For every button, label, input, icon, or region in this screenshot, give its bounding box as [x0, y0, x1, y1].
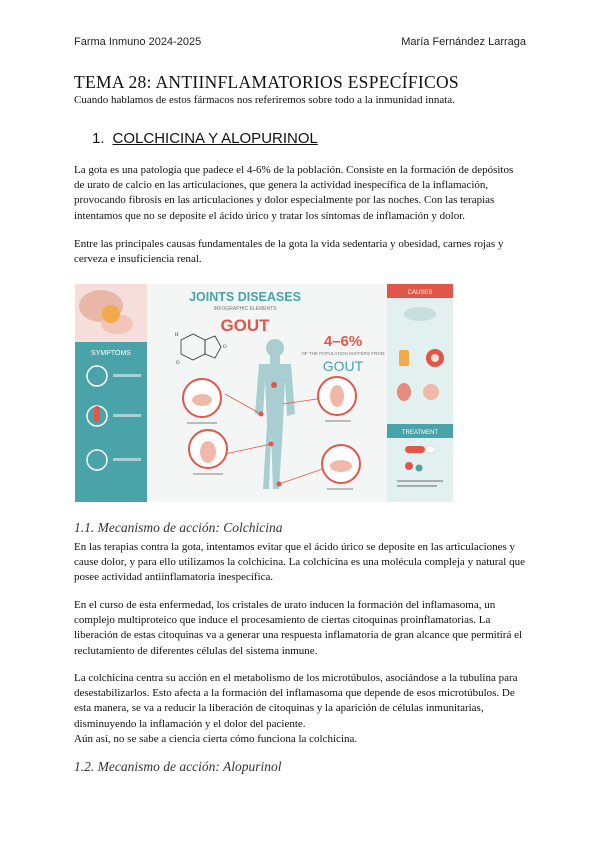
text-line: complejo multiproteico que induce el procesamiento de ciertas citoquinas proinflamatorias. La	[74, 614, 491, 627]
inflamed-joint-icon	[102, 305, 120, 323]
gout-label: GOUT	[220, 316, 270, 335]
atom-label: O	[223, 345, 227, 350]
knee-shape	[330, 385, 344, 407]
text-line: desestabilizarlos. Esto afecta a la formación del inflamasoma que depende de esos microtúbulos. De	[74, 687, 515, 700]
section-title: COLCHICINA Y ALOPURINOL	[112, 130, 318, 147]
text-line: cerveza e insuficiencia renal.	[74, 253, 202, 266]
tablet-icon	[405, 462, 413, 470]
text-line: cause dolor, y para ello utilizamos la colchicina. La colchicina es una molécula compleja y natural que	[74, 556, 525, 569]
caption-line	[113, 374, 141, 377]
infographic-subtitle: INFOGRAPHIC ELEMENTS	[213, 306, 277, 312]
text-line: En el curso de esta enfermedad, los cristales de urato inducen la formación del inflamasoma, un	[74, 599, 496, 611]
text-line: Aún así, no se sabe a ciencia cierta cómo funciona la colchicina.	[74, 732, 358, 745]
text-line: En las terapias contra la gota, intentamos evitar que el ácido úrico se deposite en las articulaciones y	[74, 541, 516, 553]
percent-disease: GOUT	[322, 358, 364, 374]
text-line: disminuyendo la inflamación y el dolor del paciente.	[74, 717, 306, 730]
percent-caption: OF THE POPULATION SUFFERS FROM	[301, 351, 385, 356]
gout-infographic	[75, 284, 453, 502]
obesity-icon	[423, 384, 439, 400]
atom-label: H	[175, 333, 179, 338]
subsection-heading-colchicina: 1.1. Mecanismo de acción: Colchicina	[74, 520, 283, 535]
infographic-title: JOINTS DISEASES	[189, 290, 301, 304]
thermometer-fill	[94, 406, 100, 422]
caption-line	[325, 420, 351, 422]
paragraph-gout-definition	[74, 163, 526, 224]
text-line: intentamos que no se deposite el ácido úrico y tratar los síntomas de inflamación y dolor.	[74, 209, 466, 222]
paragraph-gout-causes	[74, 237, 526, 267]
text-line: Entre las principales causas fundamentales de la gota la vida sedentaria y obesidad, carnes rojas y	[74, 238, 504, 250]
ankle-shape	[330, 460, 352, 472]
paragraph-inflammasome	[74, 598, 526, 659]
caption-line	[113, 458, 141, 461]
causes-label: CAUSES	[407, 290, 433, 296]
caption-line	[327, 488, 353, 490]
gout-percent: 4–6%	[323, 333, 363, 350]
text-line: posee actividad antiinflamatoria inespecífica.	[74, 571, 274, 584]
joint-marker	[271, 382, 277, 388]
text-line: reclutamiento de diferentes células del sistema inmune.	[74, 644, 318, 657]
treatment-label: TREATMENT	[401, 430, 439, 436]
atom-label: O	[176, 361, 180, 366]
text-line: liberación de estas citoquinas va a generar una respuesta inflamatoria de gran alcance que permitirá el	[74, 629, 523, 642]
paragraph-microtubules	[74, 671, 526, 747]
sedentary-icon	[404, 307, 436, 321]
text-line: La colchicina centra su acción en el metabolismo de los microtúbulos, asociándose a la tubulina para	[74, 672, 518, 684]
caption-line	[397, 485, 437, 487]
hand-shape	[192, 394, 212, 406]
text-line: provocando fibrosis en las articulaciones y dolor especialmente por las noches. Con las terapias	[74, 194, 495, 207]
tablet-icon	[416, 465, 423, 472]
caption-line	[187, 422, 217, 424]
page-title: TEMA 28: ANTIINFLAMATORIOS ESPECÍFICOS	[74, 72, 459, 92]
intro-text: Cuando hablamos de estos fármacos nos referiremos sobre todo a la inmunidad innata.	[74, 94, 455, 106]
pill-icon	[425, 446, 435, 453]
text-line: de urato de calcio en las articulaciones, que genera la actividad inespecífica de la inflamación,	[74, 179, 489, 192]
paragraph-colchicina-intro	[74, 540, 526, 586]
symptoms-label: SYMPTOMS	[91, 350, 131, 357]
pill-icon	[405, 446, 425, 453]
meat-icon-detail	[431, 354, 439, 362]
text-line: esta manera, se va a reducir la liberación de citoquinas y la aparición de células inmunitarias,	[74, 702, 484, 715]
caption-line	[113, 414, 141, 417]
beer-icon	[399, 350, 409, 366]
section-heading-1	[92, 130, 318, 147]
section-number: 1.	[92, 130, 105, 147]
caption-line	[397, 480, 443, 482]
header-course: Farma Inmuno 2024-2025	[74, 36, 202, 48]
toe-shape	[200, 441, 216, 463]
header-author: María Fernández Larraga	[401, 36, 526, 48]
subsection-heading-alopurinol: 1.2. Mecanismo de acción: Alopurinol	[74, 759, 282, 774]
caption-line	[193, 473, 223, 475]
kidney-icon	[397, 383, 411, 401]
text-line: La gota es una patología que padece el 4-6% de la población. Consiste en la formación de depósitos	[74, 164, 514, 176]
